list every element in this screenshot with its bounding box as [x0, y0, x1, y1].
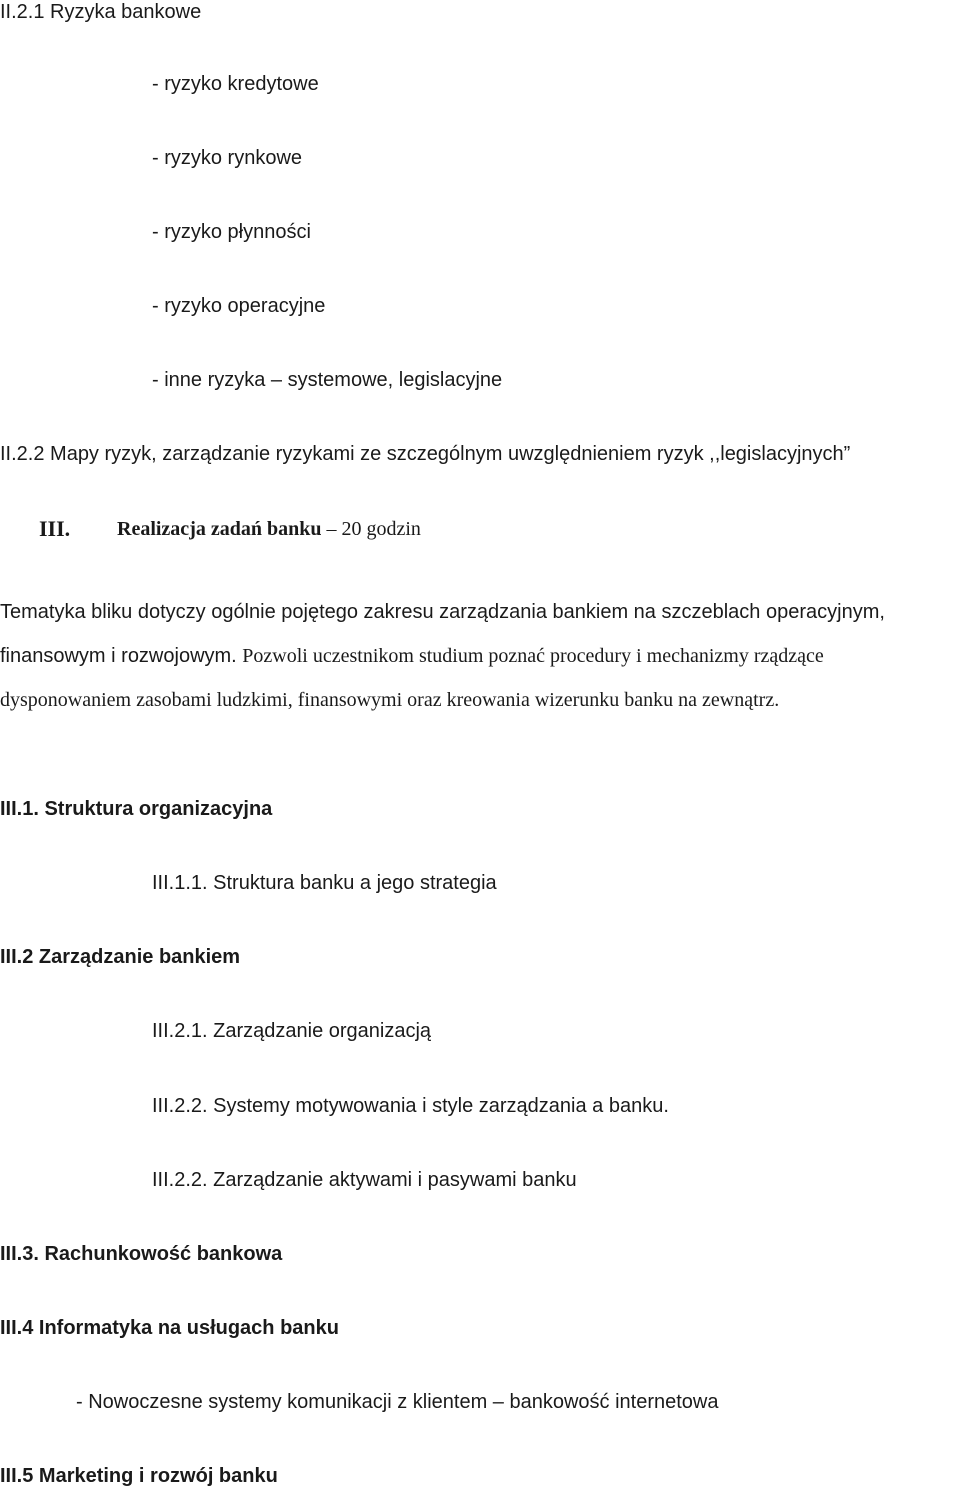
- heading-ii-2-1: II.2.1 Ryzyka bankowe: [0, 1, 202, 23]
- heading-iii-2-1: III.2.1. Zarządzanie organizacją: [152, 1020, 432, 1042]
- section-description: [0, 590, 935, 722]
- section-number: III.: [39, 516, 71, 541]
- heading-iii-4: III.4 Informatyka na usługach banku: [0, 1317, 339, 1339]
- heading-iii-1-1: III.1.1. Struktura banku a jego strategia: [152, 872, 497, 894]
- description-serif: Pozwoli uczestnikom studium poznać procedury i mechanizmy rządzące dysponowaniem zasobami ludzkimi, finansowymi oraz kreowania wizerunku banku na zewnątrz.: [0, 645, 824, 711]
- heading-iii-2: III.2 Zarządzanie bankiem: [0, 946, 241, 968]
- risk-item-other: - inne ryzyka – systemowe, legislacyjne: [152, 369, 503, 391]
- section-title-rest: – 20 godzin: [321, 518, 421, 540]
- risk-item-liquidity: - ryzyko płynności: [152, 221, 311, 243]
- section-title: [117, 517, 421, 541]
- heading-ii-2-2: II.2.2 Mapy ryzyk, zarządzanie ryzykami ze szczególnym uwzględnieniem ryzyk ,,legislacyjnych”: [0, 443, 851, 465]
- iii-4-list-item: - Nowoczesne systemy komunikacji z klientem – bankowość internetowa: [76, 1391, 719, 1413]
- heading-iii-2-2-motivation: III.2.2. Systemy motywowania i style zarządzania a banku.: [152, 1095, 669, 1117]
- heading-iii-3: III.3. Rachunkowość bankowa: [0, 1243, 283, 1265]
- section-title-bold: Realizacja zadań banku: [117, 518, 322, 540]
- risk-item-market: - ryzyko rynkowe: [152, 147, 303, 169]
- risk-item-credit: - ryzyko kredytowe: [152, 73, 319, 95]
- description-plain: Tematyka bliku dotyczy ogólnie pojętego zakresu zarządzania bankiem na szczeblach operacyjnym, finansowym i rozwojowym.: [0, 601, 885, 667]
- heading-iii-1: III.1. Struktura organizacyjna: [0, 798, 273, 820]
- heading-iii-2-2-assets: III.2.2. Zarządzanie aktywami i pasywami banku: [152, 1169, 577, 1191]
- risk-item-operational: - ryzyko operacyjne: [152, 295, 326, 317]
- heading-iii-5: III.5 Marketing i rozwój banku: [0, 1465, 278, 1487]
